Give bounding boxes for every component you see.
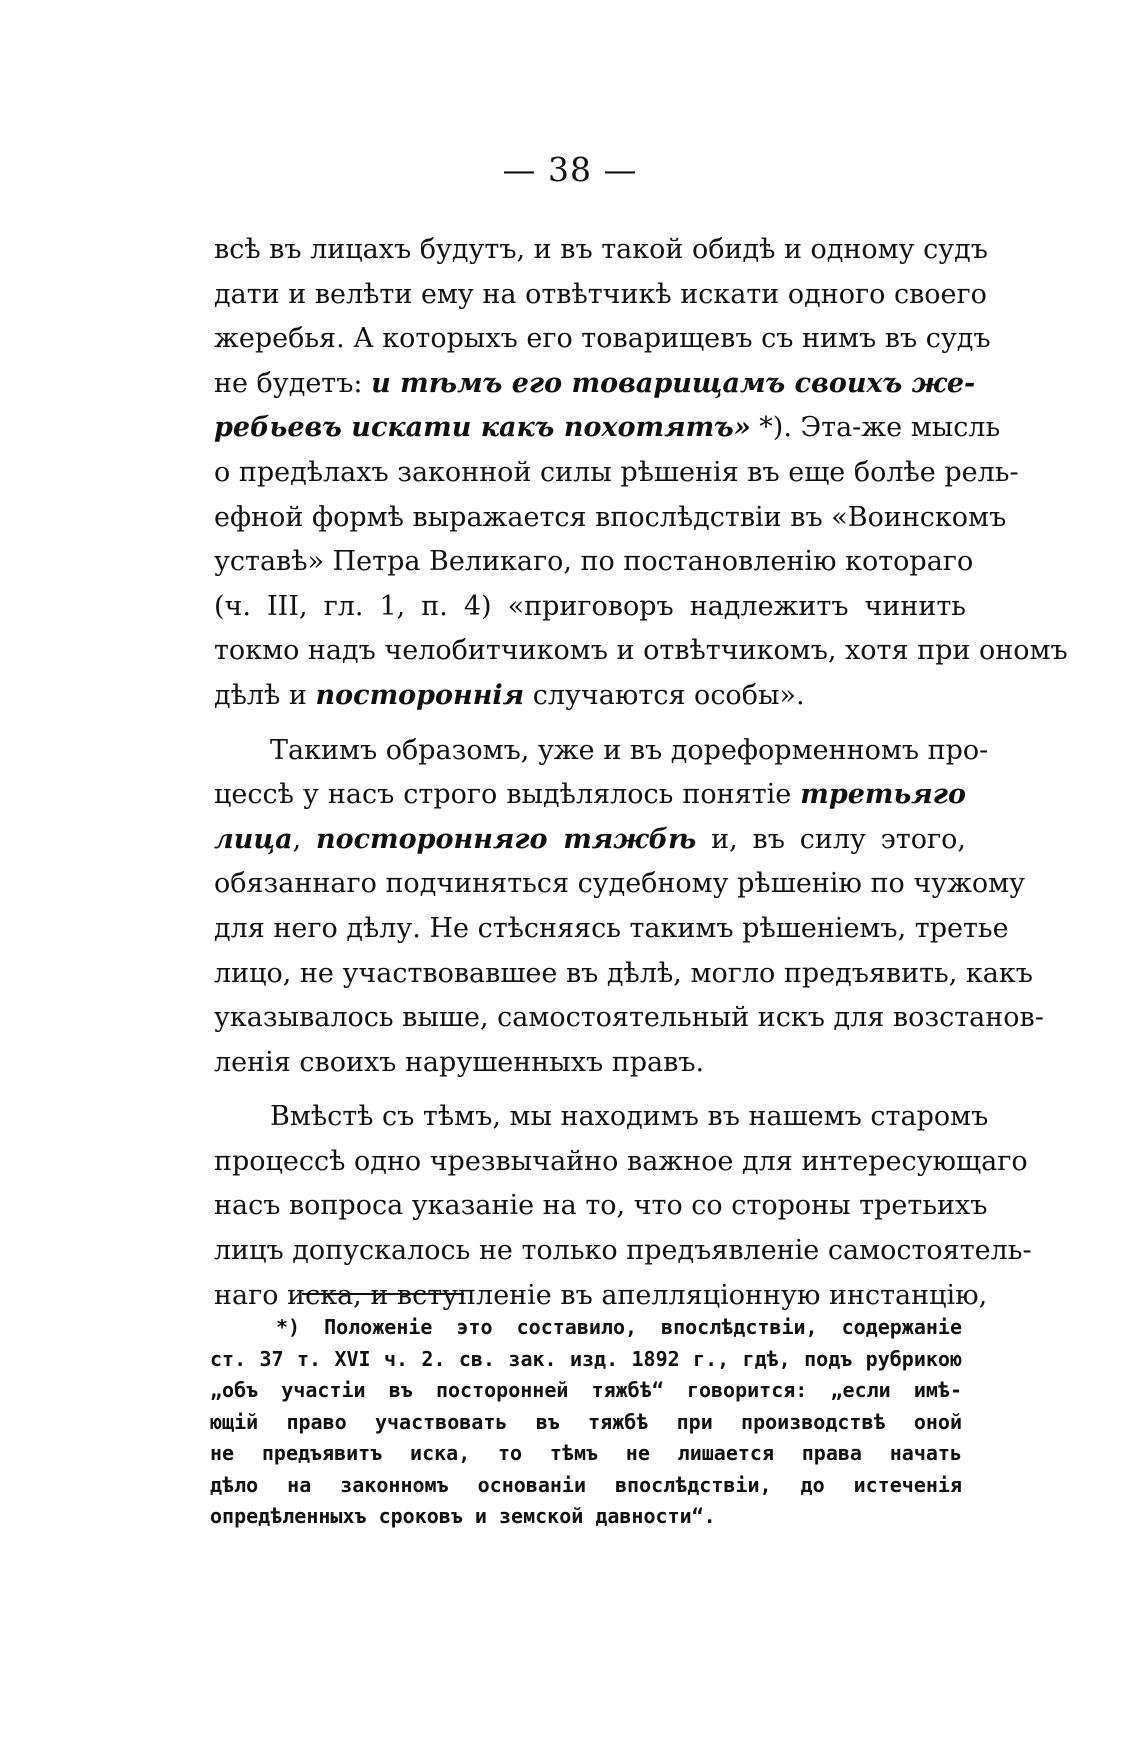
text-line: наго иска, и вступленіе въ апелляціонную инстанцію, [214,1279,988,1311]
text-line: не будетъ: и тѣмъ его товарищамъ своихъ же- [214,367,976,399]
footnote-line: опредѣленныхъ сроковъ и земской давности“. [210,1504,716,1528]
text-line: дати и велѣти ему на отвѣтчикѣ искати одного своего [214,278,987,310]
text-line: обязаннаго подчиняться судебному рѣшенію по чужому [214,868,1026,900]
footnote-line: ющій право участвовать въ тяжбѣ при производствѣ оной [210,1409,962,1434]
text-line: Такимъ образомъ, уже и въ дореформенномъ про- [270,734,989,766]
text-line: процессѣ одно чрезвычайно важное для интересующаго [214,1145,1028,1177]
text-line: насъ вопроса указаніе на то, что со стороны третьихъ [214,1190,988,1222]
text-line: уставѣ» Петра Великаго, по постановленію котораго [214,546,974,578]
footnote-line: не предъявитъ иска, то тѣмъ не лишается права начать [210,1441,962,1465]
footnote-line: ст. 37 т. XVI ч. 2. св. зак. изд. 1892 г., гдѣ, подъ рубрикою [210,1346,962,1371]
footnote-line: *) Положеніе это составило, впослѣдствіи, содержаніе [276,1315,962,1339]
text-line: цессѣ у насъ строго выдѣлялось понятіе третьяго [214,779,966,811]
text-line: о предѣлахъ законной силы рѣшенія въ еще болѣе рель- [214,456,1019,488]
text-line: дѣлѣ и постороннія случаются особы». [214,679,805,711]
text-line: лицо, не участвовавшее въ дѣлѣ, могло предъявить, какъ [214,957,1033,989]
text-line: ребьевъ искати какъ похотятъ» *). Эта-же мысль [214,412,1001,444]
text-line: токмо надъ челобитчикомъ и отвѣтчикомъ, хотя при ономъ [214,635,1068,667]
footnote-divider [302,1293,464,1295]
footnote [210,1312,962,1533]
text-line: (ч. III, гл. 1, п. 4) «приговоръ надлежитъ чинить [214,590,966,622]
text-line: лица, посторонняго тяжбѣ и, въ силу этого, [214,823,966,855]
text-line: ефной формѣ выражается впослѣдствіи въ «Воинскомъ [214,501,1007,533]
text-line: Вмѣстѣ съ тѣмъ, мы находимъ въ нашемъ старомъ [270,1101,989,1133]
text-line: лицъ допускалось не только предъявленіе самостоятель- [214,1235,1032,1267]
text-line: ленія своихъ нарушенныхъ правъ. [214,1046,705,1078]
footnote-line: дѣло на законномъ основаніи впослѣдствіи, до истеченія [210,1472,962,1497]
main-text [214,228,1068,1318]
text-line: указывалось выше, самостоятельный искъ для возстанов- [214,1002,1044,1034]
page-number: — 38 — [502,150,638,189]
footnote-line: „объ участіи въ посторонней тяжбѣ“ говорится: „если имѣ- [210,1378,962,1402]
text-line: жеребья. А которыхъ его товарищевъ съ нимъ въ судъ [214,323,991,355]
text-line: всѣ въ лицахъ будутъ, и въ такой обидѣ и одному судъ [214,234,988,265]
text-line: для него дѣлу. Не стѣсняясь такимъ рѣшеніемъ, третье [214,912,1009,944]
